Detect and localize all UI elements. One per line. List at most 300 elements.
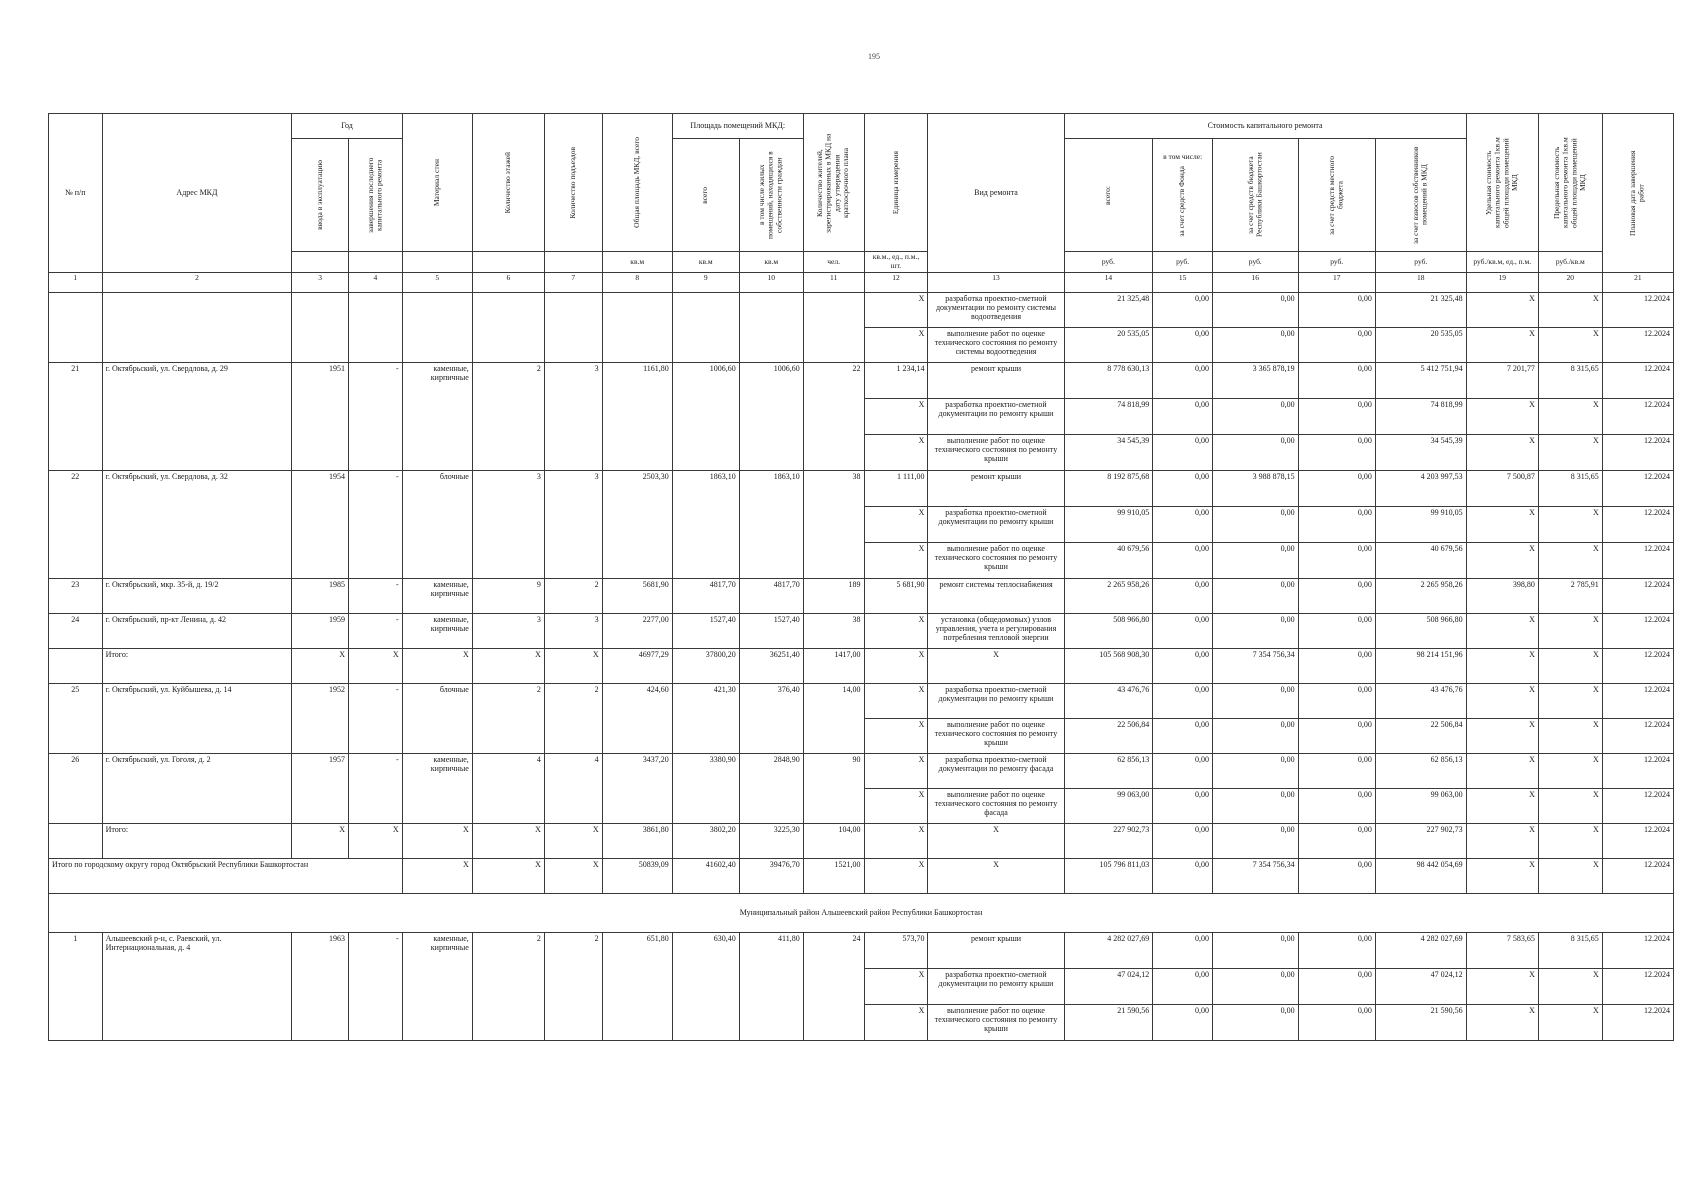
- cell-unit: X: [864, 684, 928, 719]
- cell-cost-total: 227 902,73: [1064, 824, 1153, 859]
- col-number: 12: [864, 273, 928, 293]
- cell-material: X: [402, 824, 472, 859]
- cell-max-cost: 8 315,65: [1538, 933, 1602, 969]
- cell-entrances: X: [544, 824, 602, 859]
- col-number: 10: [739, 273, 803, 293]
- header-repair-type: Вид ремонта: [928, 114, 1064, 273]
- cell-cost-republic: 0,00: [1213, 614, 1299, 649]
- cell-cost-total: 22 506,84: [1064, 719, 1153, 754]
- cell-entrances: 3: [544, 614, 602, 649]
- section-row: [49, 894, 1674, 933]
- unit-14: руб.: [1064, 252, 1153, 273]
- column-numbers-row: [49, 273, 1674, 293]
- cell-year-repair: -: [349, 684, 403, 754]
- cell-cost-owners: 20 535,05: [1375, 328, 1466, 363]
- cell-premises-contrib: 4817,70: [739, 579, 803, 614]
- cell-max-cost: X: [1538, 614, 1602, 649]
- cell-cost-owners: 21 590,56: [1375, 1005, 1466, 1041]
- cell-address: г. Октябрьский, ул. Свердлова, д. 29: [102, 363, 292, 471]
- cell-residents: 189: [803, 579, 864, 614]
- cell-cost-owners: 5 412 751,94: [1375, 363, 1466, 399]
- cell-year: X: [292, 649, 349, 684]
- cell-unit-cost: X: [1466, 507, 1538, 543]
- cell-cost-fund: 0,00: [1153, 754, 1213, 789]
- cell-unit: X: [864, 614, 928, 649]
- cell-max-cost: X: [1538, 649, 1602, 684]
- cell-date: 12.2024: [1602, 754, 1673, 789]
- cell-cost-republic: 0,00: [1213, 824, 1299, 859]
- cell-floors: 2: [472, 933, 544, 1041]
- cell-year-repair: -: [349, 933, 403, 1041]
- cell-floors: 9: [472, 579, 544, 614]
- cell-cost-republic: 0,00: [1213, 543, 1299, 579]
- cell-cost-fund: 0,00: [1153, 579, 1213, 614]
- cell-max-cost: X: [1538, 754, 1602, 789]
- cell-year-repair: X: [349, 824, 403, 859]
- cell-cost-owners: 62 856,13: [1375, 754, 1466, 789]
- cell-date: 12.2024: [1602, 614, 1673, 649]
- col-number: 5: [402, 273, 472, 293]
- cell-cost-local: 0,00: [1298, 471, 1375, 507]
- cell-cost-total: 99 910,05: [1064, 507, 1153, 543]
- cell-repair-type: разработка проектно-сметной документации по ремонту фасада: [928, 754, 1064, 789]
- header-premises-total: всего: [672, 139, 739, 252]
- cell-material: X: [402, 859, 472, 894]
- cell-residents: 1521,00: [803, 859, 864, 894]
- cell-date: 12.2024: [1602, 859, 1673, 894]
- cell-unit-cost: X: [1466, 543, 1538, 579]
- cell-no: 22: [49, 471, 103, 579]
- cell-floors: 4: [472, 754, 544, 824]
- cell-unit: X: [864, 649, 928, 684]
- cell-cost-owners: 4 203 997,53: [1375, 471, 1466, 507]
- cell-year: 1952: [292, 684, 349, 754]
- cell-entrances: X: [544, 859, 602, 894]
- cell-cost-local: 0,00: [1298, 363, 1375, 399]
- cell-cost-local: 0,00: [1298, 719, 1375, 754]
- col-number: 13: [928, 273, 1064, 293]
- cell-year: 1959: [292, 614, 349, 649]
- cell-cost-total: 99 063,00: [1064, 789, 1153, 824]
- cell-unit: X: [864, 399, 928, 435]
- cell-material: каменные, кирпичные: [402, 754, 472, 824]
- cell-max-cost: X: [1538, 684, 1602, 719]
- cell-repair-type: разработка проектно-сметной документации по ремонту крыши: [928, 399, 1064, 435]
- cell-area: 3437,20: [602, 754, 672, 824]
- cell-repair-type: установка (общедомовых) узлов управления, учета и регулирования потребления тепловой энергии: [928, 614, 1064, 649]
- cell-unit-cost: X: [1466, 293, 1538, 328]
- unit-8: кв.м: [602, 252, 672, 273]
- unit-15: руб.: [1153, 252, 1213, 273]
- table-row: [49, 684, 1674, 719]
- cell-cost-republic: 3 365 878,19: [1213, 363, 1299, 399]
- cell-cost-fund: 0,00: [1153, 933, 1213, 969]
- cell-address: г. Октябрьский, ул. Свердлова, д. 32: [102, 471, 292, 579]
- cell-repair-type: X: [928, 859, 1064, 894]
- cell-date: 12.2024: [1602, 933, 1673, 969]
- col-number: 9: [672, 273, 739, 293]
- cell-unit: X: [864, 719, 928, 754]
- cell-year-repair: -: [349, 471, 403, 579]
- cell-premises-contrib: 36251,40: [739, 649, 803, 684]
- cell-cost-republic: 0,00: [1213, 1005, 1299, 1041]
- cell-date: 12.2024: [1602, 719, 1673, 754]
- cell-entrances: 4: [544, 754, 602, 824]
- table-row: [49, 363, 1674, 399]
- capital-repair-table: [48, 113, 1674, 1041]
- cell-date: 12.2024: [1602, 471, 1673, 507]
- cell-cost-owners: 227 902,73: [1375, 824, 1466, 859]
- cell-repair-type: X: [928, 824, 1064, 859]
- cell-unit-cost: X: [1466, 1005, 1538, 1041]
- cell-max-cost: X: [1538, 1005, 1602, 1041]
- table-row: [49, 579, 1674, 614]
- cell-floors: 2: [472, 363, 544, 471]
- cell-no: 25: [49, 684, 103, 754]
- header-wall-material: Материал стен: [402, 114, 472, 252]
- cell-material: каменные, кирпичные: [402, 363, 472, 471]
- cell-max-cost: X: [1538, 859, 1602, 894]
- cell-cost-republic: 7 354 756,34: [1213, 859, 1299, 894]
- cell-premises: [672, 293, 739, 363]
- cell-no: 1: [49, 933, 103, 1041]
- col-number: 18: [1375, 273, 1466, 293]
- cell-cost-republic: 0,00: [1213, 328, 1299, 363]
- unit-19: руб./кв.м, ед., п.м.: [1466, 252, 1538, 273]
- cell-cost-local: 0,00: [1298, 933, 1375, 969]
- col-number: 21: [1602, 273, 1673, 293]
- cell-premises: 630,40: [672, 933, 739, 1041]
- table-row: [49, 933, 1674, 969]
- cell-max-cost: 2 785,91: [1538, 579, 1602, 614]
- cell-residents: 38: [803, 614, 864, 649]
- cell-unit-cost: 398,80: [1466, 579, 1538, 614]
- header-cost-group: Стоимость капитального ремонта: [1064, 114, 1466, 139]
- header-cost-republic: за счет средств бюджета Республики Башкортостан: [1213, 139, 1299, 252]
- cell-floors: 2: [472, 684, 544, 754]
- cell-floors: [472, 293, 544, 363]
- cell-cost-local: 0,00: [1298, 579, 1375, 614]
- cell-cost-owners: 98 214 151,96: [1375, 649, 1466, 684]
- cell-cost-fund: 0,00: [1153, 614, 1213, 649]
- cell-floors: X: [472, 824, 544, 859]
- cell-cost-local: 0,00: [1298, 1005, 1375, 1041]
- cell-no: [49, 293, 103, 363]
- cell-cost-owners: 4 282 027,69: [1375, 933, 1466, 969]
- cell-unit-cost: X: [1466, 754, 1538, 789]
- cell-cost-total: 47 024,12: [1064, 969, 1153, 1005]
- cell-cost-fund: 0,00: [1153, 399, 1213, 435]
- col-number: 20: [1538, 273, 1602, 293]
- cell-unit-cost: X: [1466, 435, 1538, 471]
- cell-area: 2277,00: [602, 614, 672, 649]
- cell-date: 12.2024: [1602, 969, 1673, 1005]
- cell-year: 1951: [292, 363, 349, 471]
- cell-cost-local: 0,00: [1298, 507, 1375, 543]
- cell-year-repair: X: [349, 649, 403, 684]
- cell-premises-contrib: 39476,70: [739, 859, 803, 894]
- cell-cost-fund: 0,00: [1153, 471, 1213, 507]
- cell-unit: X: [864, 1005, 928, 1041]
- cell-cost-republic: 0,00: [1213, 789, 1299, 824]
- cell-repair-type: выполнение работ по оценке технического состояния по ремонту крыши: [928, 719, 1064, 754]
- cell-premises: 421,30: [672, 684, 739, 754]
- cell-unit-cost: X: [1466, 399, 1538, 435]
- unit-9: кв.м: [672, 252, 739, 273]
- cell-entrances: 3: [544, 363, 602, 471]
- cell-unit: X: [864, 754, 928, 789]
- cell-residents: 90: [803, 754, 864, 824]
- cell-year: 1954: [292, 471, 349, 579]
- cell-year-repair: [349, 293, 403, 363]
- col-number: 8: [602, 273, 672, 293]
- cell-premises-contrib: 3225,30: [739, 824, 803, 859]
- cell-year: X: [292, 824, 349, 859]
- cell-cost-local: 0,00: [1298, 293, 1375, 328]
- cell-cost-total: 34 545,39: [1064, 435, 1153, 471]
- cell-date: 12.2024: [1602, 435, 1673, 471]
- cell-residents: 1417,00: [803, 649, 864, 684]
- cell-entrances: 2: [544, 579, 602, 614]
- cell-premises: 41602,40: [672, 859, 739, 894]
- header-year-group: Год: [292, 114, 402, 139]
- cell-cost-republic: 0,00: [1213, 399, 1299, 435]
- page-number: 195: [868, 52, 880, 61]
- cell-residents: 22: [803, 363, 864, 471]
- cell-unit-cost: X: [1466, 789, 1538, 824]
- table-row: [49, 614, 1674, 649]
- cell-cost-total: 74 818,99: [1064, 399, 1153, 435]
- header-no: № п/п: [49, 114, 103, 273]
- cell-unit: X: [864, 328, 928, 363]
- cell-max-cost: 8 315,65: [1538, 471, 1602, 507]
- cell-area: 2503,30: [602, 471, 672, 579]
- cell-residents: 24: [803, 933, 864, 1041]
- cell-material: [402, 293, 472, 363]
- cell-cost-fund: 0,00: [1153, 507, 1213, 543]
- col-number: 4: [349, 273, 403, 293]
- cell-cost-fund: 0,00: [1153, 328, 1213, 363]
- cell-unit-cost: 7 201,77: [1466, 363, 1538, 399]
- cell-cost-fund: 0,00: [1153, 969, 1213, 1005]
- cell-premises: 1527,40: [672, 614, 739, 649]
- cell-cost-total: 105 568 908,30: [1064, 649, 1153, 684]
- cell-date: 12.2024: [1602, 363, 1673, 399]
- cell-cost-total: 21 590,56: [1064, 1005, 1153, 1041]
- cell-repair-type: разработка проектно-сметной документации по ремонту крыши: [928, 507, 1064, 543]
- cell-cost-local: 0,00: [1298, 399, 1375, 435]
- cell-cost-fund: 0,00: [1153, 789, 1213, 824]
- unit-18: руб.: [1375, 252, 1466, 273]
- cell-cost-local: 0,00: [1298, 649, 1375, 684]
- cell-address: Альшеевский р-н, с. Раевский, ул. Интернациональная, д. 4: [102, 933, 292, 1041]
- header-total-area: Общая площадь МКД, всего: [602, 114, 672, 252]
- cell-cost-local: 0,00: [1298, 754, 1375, 789]
- cell-cost-owners: 98 442 054,69: [1375, 859, 1466, 894]
- cell-unit: 573,70: [864, 933, 928, 969]
- cell-repair-type: выполнение работ по оценке технического состояния по ремонту крыши: [928, 1005, 1064, 1041]
- cell-unit: X: [864, 543, 928, 579]
- cell-premises-contrib: 1863,10: [739, 471, 803, 579]
- cell-area: 50839,09: [602, 859, 672, 894]
- cell-address: [102, 293, 292, 363]
- cell-max-cost: X: [1538, 789, 1602, 824]
- cell-cost-total: 2 265 958,26: [1064, 579, 1153, 614]
- cell-address: г. Октябрьский, ул. Куйбышева, д. 14: [102, 684, 292, 754]
- cell-floors: 3: [472, 614, 544, 649]
- col-number: 15: [1153, 273, 1213, 293]
- cell-cost-total: 21 325,48: [1064, 293, 1153, 328]
- cell-cost-owners: 43 476,76: [1375, 684, 1466, 719]
- header-cost-local: за счет средств местного бюджета: [1298, 139, 1375, 252]
- cell-cost-owners: 99 063,00: [1375, 789, 1466, 824]
- cell-cost-owners: 40 679,56: [1375, 543, 1466, 579]
- cell-floors: 3: [472, 471, 544, 579]
- cell-premises-contrib: 1006,60: [739, 363, 803, 471]
- cell-date: 12.2024: [1602, 789, 1673, 824]
- grand-total-row: [49, 859, 1674, 894]
- header-unit-cost: Удельная стоимость капитального ремонта 1кв.м общей площади помещений МКД: [1466, 114, 1538, 252]
- total-label: Итого:: [102, 824, 292, 859]
- table-row: [49, 293, 1674, 328]
- cell-no: 26: [49, 754, 103, 824]
- col-number: 2: [102, 273, 292, 293]
- cell-area: [602, 293, 672, 363]
- cell-floors: X: [472, 649, 544, 684]
- cell-cost-fund: 0,00: [1153, 1005, 1213, 1041]
- header-unit: Единица измерения: [864, 114, 928, 252]
- cell-cost-owners: 508 966,80: [1375, 614, 1466, 649]
- cell-max-cost: X: [1538, 293, 1602, 328]
- cell-premises: 1006,60: [672, 363, 739, 471]
- cell-cost-republic: 3 988 878,15: [1213, 471, 1299, 507]
- total-row: [49, 649, 1674, 684]
- unit-20: руб./кв.м: [1538, 252, 1602, 273]
- cell-residents: [803, 293, 864, 363]
- cell-cost-owners: 47 024,12: [1375, 969, 1466, 1005]
- cell-cost-local: 0,00: [1298, 789, 1375, 824]
- header-cost-fund: в том числе: за счет средств Фонда: [1153, 139, 1213, 252]
- cell-cost-owners: 22 506,84: [1375, 719, 1466, 754]
- cell-cost-owners: 2 265 958,26: [1375, 579, 1466, 614]
- col-number: 1: [49, 273, 103, 293]
- cell-year: [292, 293, 349, 363]
- cell-cost-fund: 0,00: [1153, 649, 1213, 684]
- cell-cost-fund: 0,00: [1153, 719, 1213, 754]
- cell-date: 12.2024: [1602, 328, 1673, 363]
- cell-premises-contrib: 411,80: [739, 933, 803, 1041]
- cell-repair-type: выполнение работ по оценке технического состояния по ремонту крыши: [928, 435, 1064, 471]
- cell-cost-total: 8 778 630,13: [1064, 363, 1153, 399]
- cell-cost-local: 0,00: [1298, 614, 1375, 649]
- cell-area: 3861,80: [602, 824, 672, 859]
- header-cost-total: всего:: [1064, 139, 1153, 252]
- cell-year-repair: -: [349, 363, 403, 471]
- cell-year: 1963: [292, 933, 349, 1041]
- unit-3: [292, 252, 349, 273]
- header-floors: Количество этажей: [472, 114, 544, 252]
- cell-unit: 1 234,14: [864, 363, 928, 399]
- cell-date: 12.2024: [1602, 1005, 1673, 1041]
- unit-12: кв.м., ед., п.м., шт.: [864, 252, 928, 273]
- cell-unit: X: [864, 293, 928, 328]
- cell-cost-republic: 0,00: [1213, 293, 1299, 328]
- col-number: 16: [1213, 273, 1299, 293]
- cell-repair-type: выполнение работ по оценке технического состояния по ремонту фасада: [928, 789, 1064, 824]
- grand-total-label: Итого по городскому округу город Октябрьский Республики Башкортостан: [49, 859, 403, 894]
- cell-entrances: 2: [544, 684, 602, 754]
- unit-6: [472, 252, 544, 273]
- cell-area: 5681,90: [602, 579, 672, 614]
- cell-unit-cost: 7 500,87: [1466, 471, 1538, 507]
- header-year-last-repair: завершения последнего капитального ремонта: [349, 139, 403, 252]
- cell-area: 46977,29: [602, 649, 672, 684]
- cell-repair-type: ремонт системы теплоснабжения: [928, 579, 1064, 614]
- cell-date: 12.2024: [1602, 649, 1673, 684]
- cell-material: X: [402, 649, 472, 684]
- cell-cost-republic: 0,00: [1213, 754, 1299, 789]
- cell-no: 24: [49, 614, 103, 649]
- cell-year: 1957: [292, 754, 349, 824]
- cell-cost-fund: 0,00: [1153, 684, 1213, 719]
- cell-repair-type: разработка проектно-сметной документации по ремонту системы водоотведения: [928, 293, 1064, 328]
- cell-area: 424,60: [602, 684, 672, 754]
- cell-cost-local: 0,00: [1298, 435, 1375, 471]
- col-number: 17: [1298, 273, 1375, 293]
- cell-unit: X: [864, 789, 928, 824]
- header-residents: Количество жителей, зарегистрированных в МКД на дату утверждения краткосрочного плана: [803, 114, 864, 252]
- cell-unit-cost: X: [1466, 719, 1538, 754]
- cell-max-cost: X: [1538, 399, 1602, 435]
- unit-17: руб.: [1298, 252, 1375, 273]
- cell-unit-cost: X: [1466, 684, 1538, 719]
- cell-address: г. Октябрьский, ул. Гоголя, д. 2: [102, 754, 292, 824]
- cell-cost-local: 0,00: [1298, 328, 1375, 363]
- header-entrances: Количество подъездов: [544, 114, 602, 252]
- col-number: 14: [1064, 273, 1153, 293]
- cell-max-cost: X: [1538, 328, 1602, 363]
- header-premises-group: Площадь помещений МКД:: [672, 114, 803, 139]
- cell-premises-contrib: 376,40: [739, 684, 803, 754]
- cell-repair-type: выполнение работ по оценке технического состояния по ремонту крыши: [928, 543, 1064, 579]
- cell-cost-total: 105 796 811,03: [1064, 859, 1153, 894]
- cell-cost-fund: 0,00: [1153, 543, 1213, 579]
- header-premises-contrib: в том числе жилых помещений, находящихся в собственности граждан: [739, 139, 803, 252]
- cell-premises: 37800,20: [672, 649, 739, 684]
- cell-cost-total: 20 535,05: [1064, 328, 1153, 363]
- cell-unit-cost: X: [1466, 859, 1538, 894]
- cell-unit-cost: X: [1466, 969, 1538, 1005]
- col-number: 6: [472, 273, 544, 293]
- cell-cost-total: 62 856,13: [1064, 754, 1153, 789]
- unit-16: руб.: [1213, 252, 1299, 273]
- cell-material: каменные, кирпичные: [402, 933, 472, 1041]
- section-title: Муниципальный район Альшеевский район Республики Башкортостан: [49, 894, 1674, 933]
- cell-cost-local: 0,00: [1298, 684, 1375, 719]
- cell-material: каменные, кирпичные: [402, 614, 472, 649]
- cell-max-cost: X: [1538, 543, 1602, 579]
- cell-entrances: 3: [544, 471, 602, 579]
- cell-premises-contrib: [739, 293, 803, 363]
- cell-date: 12.2024: [1602, 684, 1673, 719]
- cell-cost-local: 0,00: [1298, 969, 1375, 1005]
- unit-7: [544, 252, 602, 273]
- col-number: 11: [803, 273, 864, 293]
- unit-5: [402, 252, 472, 273]
- table-row: [49, 754, 1674, 789]
- cell-unit-cost: X: [1466, 649, 1538, 684]
- cell-repair-type: разработка проектно-сметной документации по ремонту крыши: [928, 969, 1064, 1005]
